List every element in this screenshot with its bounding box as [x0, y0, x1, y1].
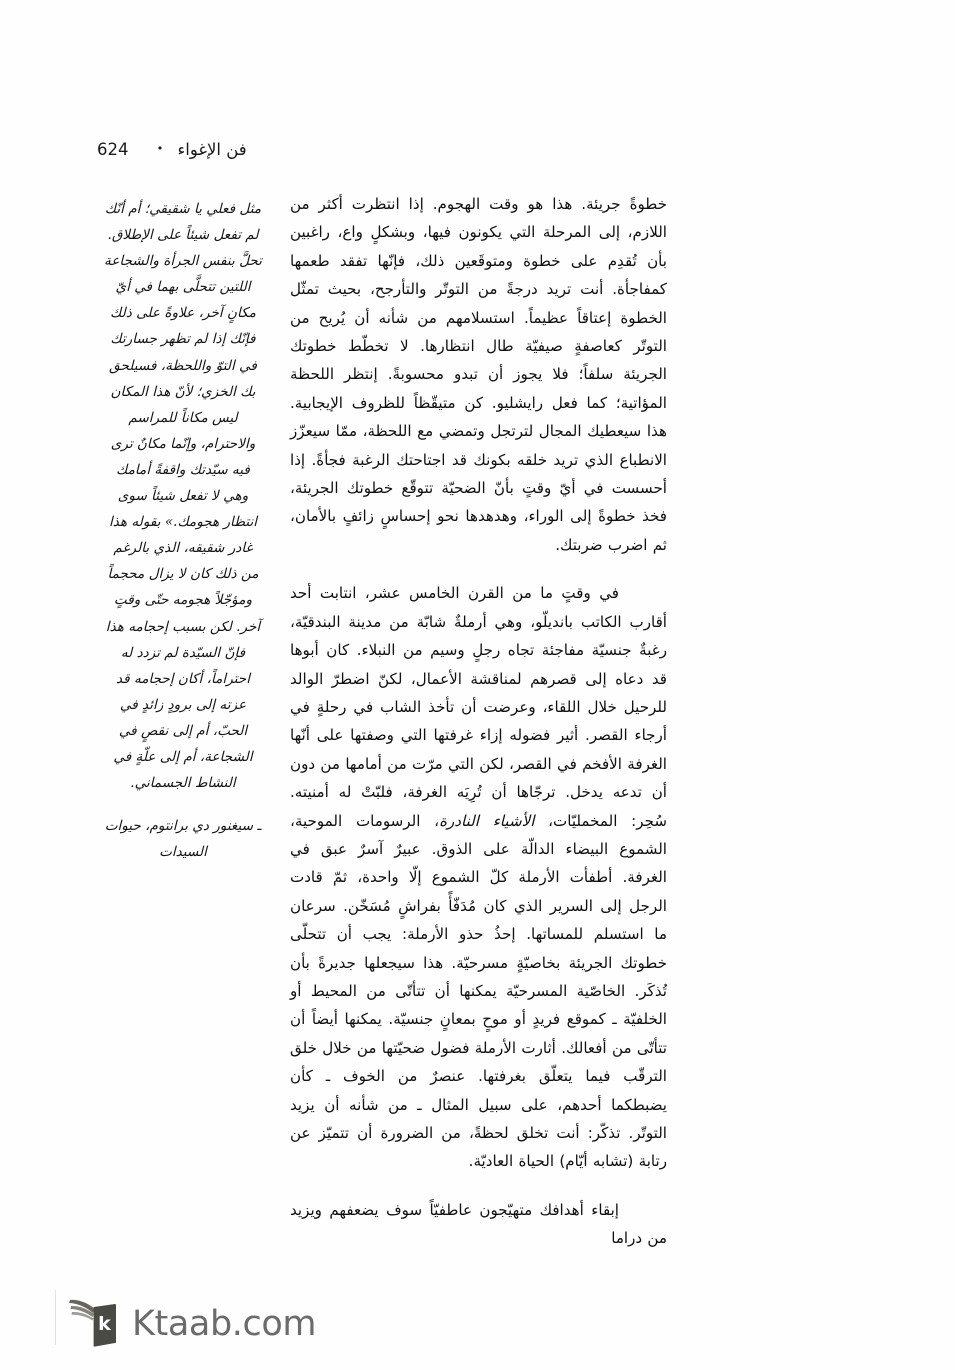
- margin-note-attribution: ـ سيغنور دي برانتوم، حيوات السيدات: [104, 818, 262, 861]
- margin-note-quote: مثل فعلي يا شقيقي؛ أم أنّك لم تفعل شيئاً على الإطلاق. تحلَّ بنفس الجرأة والشجاعة اللتين تتحلَّى بهما في أيّ مكانٍ آخر، علاوةً على ذلك فإنّك إذا لم تظهر جسارتك في التوّ واللحظة، فسيلحق بك الخزي؛ لأنّ هذا المكان ليس مكاناً للمراسم والاحترام، وإنّما مكانٌ ترى فيه سيّدتك واقفةً أمامك وهي لا تفعل شيئاً سوى انتظار هجومك.» بقوله هذا غادر شقيقه، الذي بالرغم من ذلك كان لا يزال محجماً ومؤجّلاً هجومه حتّى وقتٍ آخر. لكن بسبب إحجامه هذا فإنّ السيّدة لم تزدد له احتراماً، أكان إحجامه قد عزته إلى برودٍ زائدٍ في الحبّ، أم إلى نقصٍ في الشجاعة، أم إلى علّةٍ في النشاط الجسماني.: [104, 201, 262, 792]
- body-paragraph-2: [290, 579, 667, 1176]
- header-bullet-separator: •: [156, 142, 164, 155]
- paragraph-2-part-b: ، الرسومات الموحية، الشموع البيضاء الدالّة على الذوق. عبيرٌ آسرٌ عبق في الغرفة. أطفأت الأرملة كلّ الشموع إلّا واحدة، ثمّ قادت الرجل إلى السرير الذي كان مُدَفّأً بفراشٍ مُسَخّن. سرعان ما استسلم للمساتها. إحذُ حذو الأرملة: يجب أن تتحلّى خطوتك الجريئة بخاصيّةٍ مسرحيّة. هذا سيجعلها جديرةً بأن تُذكَر. الخاصّية المسرحيّة يمكنها أن تتأتّى من المحيط أو الخلفيّة ـ كموقع فريدٍ أو موحٍ بمعانٍ جنسيّة. يمكنها أيضاً أن تتأتّى من أفعالك. أثارت الأرملة فضول ضحيّتها من خلال خلق الترقّب فيما يتعلّق بغرفتها. عنصرٌ من الخوف ـ كأن يضبطكما أحدهم، على سبيل المثال ـ من شأنه أن يزيد التوتّر. تذكّر: أنت تخلق لحظةً، من الضرورة أن تتميّز عن رتابة (تشابه أيّام) الحياة العاديّة.: [290, 811, 667, 1171]
- paragraph-2-part-a: في وقتٍ ما من القرن الخامس عشر، انتابت أحد أقارب الكاتب بانديلّو، وهي أرملةٌ شابّة من مدينة البندقيّة، رغبةٌ جنسيّة مفاجئة تجاه رجلٍ وسيم من النبلاء. كان أبوها قد دعاه إلى قصرهم لمناقشة الأعمال، لكنّ اضطرّ الوالد للرحيل خلال اللقاء، وعرضت أن تأخذ الشاب في رحلةٍ في أرجاء القصر. أثير فضوله إزاء غرفتها التي وصفتها على أنّها الغرفة الأفخم في القصر، لكن التي مرّت من أمامها من دون أن تدعه يدخل. ترجّاها أن تُرِيَه الغرفة، فلبّتْ له أمنيته. سُحِر: المخمليّات،: [290, 584, 667, 830]
- page-number: 624: [97, 140, 129, 159]
- book-icon: [68, 1296, 118, 1352]
- book-icon-letter: k: [98, 1313, 111, 1335]
- margin-note-column: [103, 196, 263, 865]
- cited-work-title: الأشياء النادرة: [439, 811, 535, 830]
- body-paragraph-1: خطوةً جريئة. هذا هو وقت الهجوم. إذا انتظرت أكثر من اللازم، إلى المرحلة التي يكونون فيها، وبشكلٍ واع، راغبين بأن تُقدِم على خطوة ومتوقَعين ذلك، فإنّها تفقد طعمها كمفاجأة. أنت تريد درجةً من التوتّر والتأرجح، بحيث تمثّل الخطوة إعتاقاً عظيماً. استسلامهم من شأنه أن يُريح من التوتّر كعاصفةٍ صيفيّة طال انتظارها. لا تخطّط خطوتك الجريئة سلفاً؛ فلا يجوز أن تبدو محسوبةً. إنتظر اللحظة المؤاتية؛ كما فعل رايشليو. كن متيقّظاً للظروف الإيجابية. هذا سيعطيك المجال لترتجل وتمضي مع اللحظة، ممّا سيعزّز الانطباع الذي تريد خلقه بكونك قد اجتاحتك الرغبة فجأةً. إذا أحسست في أيّ وقتٍ بأنّ الضحيّة تتوقّع خطوتك الجريئة، فخذ خطوةً إلى الوراء، وهدهدها نحو إحساسٍ زائفٍ بالأمان، ثم اضرب ضربتك.: [290, 195, 667, 554]
- main-text-column: [290, 190, 667, 1253]
- header-book-title: فن الإغواء: [177, 140, 247, 159]
- body-paragraph-3: إبقاء أهدافك متهيّجون عاطفيّاً سوف يضعفهم ويزيد من دراما: [290, 1200, 667, 1248]
- watermark-text: Ktaab.com: [132, 1303, 317, 1344]
- running-header: [97, 140, 837, 159]
- site-watermark: [68, 1296, 316, 1352]
- page-gutter-line: [55, 1290, 56, 1345]
